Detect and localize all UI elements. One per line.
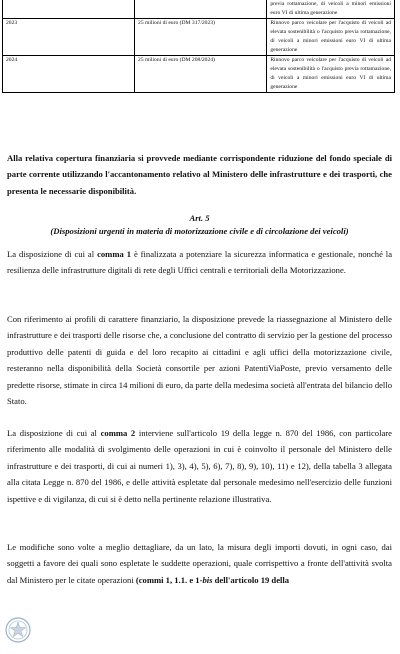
bold-ref: (commi 1, 1.1. e 1- (135, 574, 203, 585)
table-cell-amount: 25 milioni di euro (DM 208/2024) (135, 56, 267, 93)
article-number: Art. 5 (189, 213, 210, 223)
bold-ref: comma 1 (97, 249, 132, 259)
bold-ref: comma 2 (100, 428, 136, 438)
article-title: (Disposizioni urgenti in materia di motorizzazione civile e di circolazione dei veicoli) (50, 226, 349, 236)
copertura-paragraph: Alla relativa copertura finanziaria si provvede mediante corrispondente riduzione del fondo speciale di parte corrente utilizzando l'accantonamento relativo al Ministero delle infrastrutture e dei trasporti, che presenta le necessarie disponibilità. (7, 153, 392, 196)
table-row (3, 19, 395, 56)
table-cell-empty (135, 0, 267, 19)
bold-italic-ref: bis (202, 574, 213, 585)
table-cell-amount: 25 milioni di euro (DM 317/2023) (135, 19, 267, 56)
paragraph-comma-1: La disposizione di cui al comma 1 è finalizzata a potenziare la sicurezza informatica e gestionale, nonché la resilienza delle infrastrutture digitali di rete degli Uffici centrali e territoriali della Motorizzazione. (7, 249, 393, 276)
bold-ref-end: dell'articolo 19 della (212, 574, 290, 585)
table-cell-purpose: Rinnovo parco veicolare per l'acquisto di veicoli ad elevata sostenibilità o l'acquisto previa rottamazione, di veicoli a minori emissioni euro VI di ultima generazione (267, 19, 395, 56)
paragraph-comma-2: La disposizione di cui al comma 2 interviene sull'articolo 19 della legge n. 870 del 1986, con particolare riferimento alle modalità di svolgimento delle operazioni in cui è coinvolto il personale del Ministero delle infrastrutture e dei trasporti, di cui ai numeri 1), 3), 4), 5), 6), 7), 8), 9), 10), 11) e 12), della tabella 3 allegata alla citata Legge n. 870 del 1986, e delle attività espletate dal personale medesimo nell'esercizio delle funzioni ispettive e di vigilanza, di cui si è detto nella pertinente relazione illustrativa. (7, 428, 392, 504)
republic-emblem-icon (5, 617, 31, 643)
table-cell-purpose: previa rottamazione, di veicoli a minori emissioni euro VI di ultima generazione (267, 0, 395, 19)
table-cell-purpose: Rinnovo parco veicolare per l'acquisto di veicoli ad elevata sostenibilità o l'acquisto previa rottamazione, di veicoli a minori emissioni euro VI di ultima generazione (267, 56, 395, 93)
table-cell-empty (3, 0, 135, 19)
table-row-fragment (3, 0, 395, 19)
paragraph-finanziario: Con riferimento ai profili di carattere finanziario, la disposizione prevede la riassegnazione al Ministero delle infrastrutture e dei trasporti delle risorse che, a conclusione del contratto di servizio per la gestione del processo produttivo delle patenti di guida e del loro recapito ai cittadini e agli uffici della motorizzazione civile, resteranno nella disponibilità della Società consortile per azioni PatentiViaPoste, previo versamento delle predette risorse, stimate in circa 14 milioni di euro, da parte della medesima società all'entrata del bilancio dello Stato. (7, 314, 392, 407)
paragraph-modifiche: Le modifiche sono volte a meglio dettagliare, da un lato, la misura degli importi dovuti, in ogni caso, dai soggetti a favore dei quali sono espletate le suddette operazioni, quale corrispettivo a fronte dell'attività svolta dal Ministero per le citate operazioni (commi 1, 1.1. e 1-bis dell'articolo 19 della (7, 542, 392, 585)
funding-table (2, 0, 395, 93)
table-row (3, 56, 395, 93)
table-cell-year: 2024 (3, 56, 135, 93)
table-cell-year: 2023 (3, 19, 135, 56)
